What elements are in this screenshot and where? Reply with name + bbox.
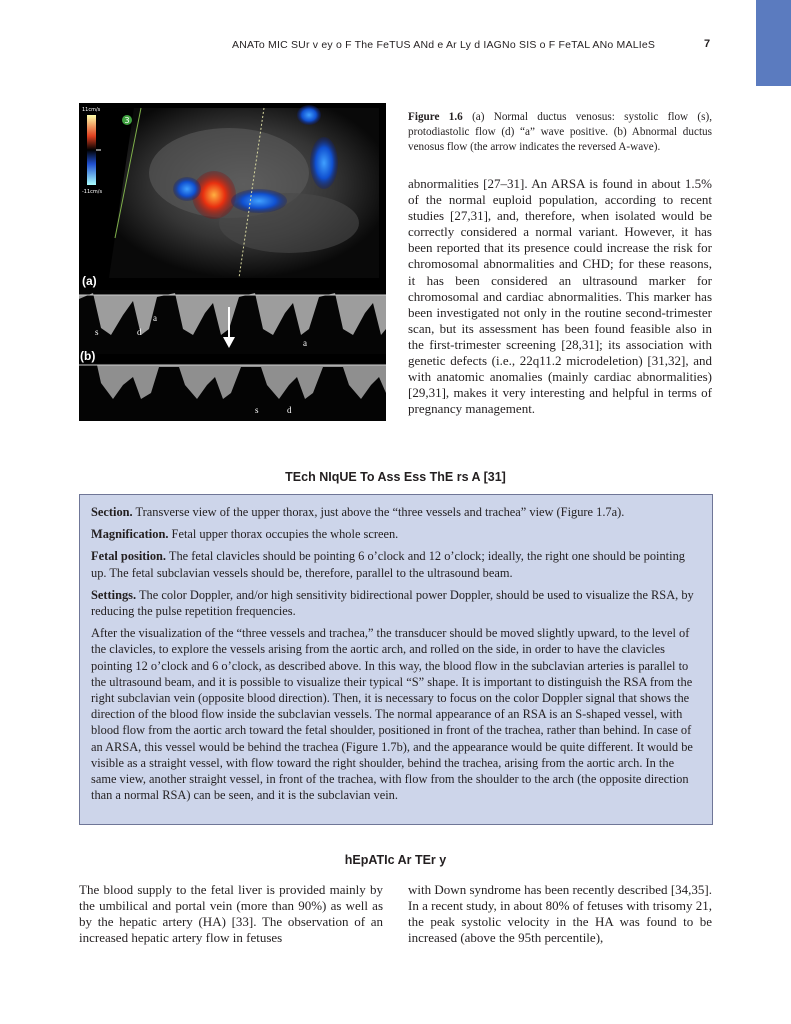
technique-box	[79, 494, 713, 825]
doppler-image	[79, 103, 386, 421]
ultrasound-figure	[79, 103, 386, 421]
section-label: Section.	[91, 505, 133, 519]
scale-bottom-label: -11cm/s	[82, 189, 103, 195]
blue-flow	[231, 189, 287, 213]
running-head: ANATo MIC SUr v ey o F The FeTUS ANd e Ar Ly d IAGNo SIS o F FeTAL ANo MALIeS	[232, 39, 656, 51]
magnification-paragraph	[91, 526, 701, 542]
settings-text: The color Doppler, and/or high sensitivity bidirectional power Doppler, should be used to visualize the RSA, by reducing the pulse repetition frequencies.	[91, 587, 694, 619]
caption-label: Figure 1.6	[408, 111, 463, 123]
wave-label-d-b: d	[287, 405, 292, 415]
caption-text: (a) Normal ductus venosus: systolic flow (s), protodiastolic flow (d) “a” wave positive. (b) Abnormal ductus venosus flow (the arrow indicates the reversed A-wave).	[408, 111, 713, 153]
panel-b-label: (b)	[80, 349, 96, 363]
chapter-tab	[756, 0, 791, 86]
settings-paragraph	[91, 587, 701, 619]
wave-label-s: s	[95, 327, 99, 337]
magnification-label: Magnification.	[91, 527, 169, 542]
technique-heading: TEch NIqUE To Ass Ess ThE rs A [31]	[285, 470, 506, 484]
hepatic-heading: hEpATIc Ar TEr y	[344, 853, 447, 867]
color-scale-bar	[87, 115, 96, 185]
section-paragraph	[91, 504, 701, 520]
section-text: Transverse view of the upper thorax, just above the “three vessels and trachea” view (Figure 1.7a).	[135, 505, 625, 519]
wave-label-a: a	[153, 313, 157, 323]
hepatic-right-paragraph: with Down syndrome has been recently described [34,35]. In a recent study, in about 80% of fetuses with trisomy 21, the peak systolic velocity in the HA was found to be increased (above the 95th percentile),	[408, 882, 712, 946]
right-column-paragraph: abnormalities [27–31]. An ARSA is found in about 1.5% of the normal euploid population, according to recent studies [27,31], and, therefore, when isolated would be correctly considered a normal variant. However, it has been reported that its presence could increase the risk for chromosomal abnormalities and CHD; for these reasons, it has been considered an ultrasound marker for chromosomal and cardiac abnormalities. This marker has been investigated not only in the routine second-trimester scan, but its assessment has been found feasible also in the first-trimester screening [28,31]; its association with genetic defects (i.e., 22q11.2 microdeletion) [31,32], and with anatomic anomalies (mainly cardiac abnormalities) [29,31], makes it very interesting and helpful in terms of pregnancy management.	[408, 176, 712, 417]
settings-label: Settings.	[91, 587, 137, 602]
panel-a-label: (a)	[82, 274, 97, 288]
probe-marker: 3	[124, 116, 130, 125]
position-paragraph	[91, 548, 701, 580]
figure-caption	[408, 110, 712, 155]
position-text: The fetal clavicles should be pointing 6 o’clock and 12 o’clock; ideally, the right one should be pointing up. The fetal subclavian vessels should be, therefore, parallel to the ultrasound beam.	[91, 549, 685, 580]
wave-label-d: d	[137, 327, 142, 337]
magnification-text: Fetal upper thorax occupies the whole screen.	[171, 527, 399, 542]
procedure-paragraph: After the visualization of the “three vessels and trachea,” the transducer should be moved slightly upward, to the level of the clavicles, to explore the vessels arising from the aortic arch, and rolled on the side, in order to have the clavicles pointing 12 o’clock and 6 o’clock, as described above. In this way, the blood flow in the subclavian arteries is parallel to the ultrasound beam, and it is possible to visualize their typical “S” shape. It is important to distinguish the RSA from the right subclavian vein (opposite blood direction). Then, it is necessary to focus on the color Doppler signal that shows the direction of the blood flow inside the subclavian vessels. The normal appearance of an RSA is an S-shaped vessel, with blood flow from the aortic arch toward the fetal shoulder, positioned in front of the trachea, rather than behind. In case of an ARSA, this vessel would be behind the trachea (Figure 1.7b), and the appearance would be quite different. It would be visible as a straight vessel, with flow toward the right shoulder, behind the trachea, arising from the aortic arch. In the same view, another straight vessel, in front of the trachea, with flow from the shoulder to the arch (the opposite direction than a normal RSA) can be seen, and it is the subclavian vein.	[91, 626, 693, 803]
page-number: 7	[704, 38, 711, 50]
scale-top-label: 11cm/s	[82, 107, 101, 113]
wave-label-s-b: s	[255, 405, 259, 415]
wave-label-a-second: a	[303, 338, 307, 348]
hepatic-left-paragraph: The blood supply to the fetal liver is provided mainly by the umbilical and portal vein (more than 90%) as well as by the hepatic artery (HA) [33]. The observation of an increased hepatic artery flow in fetuses	[79, 882, 383, 946]
position-label: Fetal position.	[91, 549, 167, 564]
